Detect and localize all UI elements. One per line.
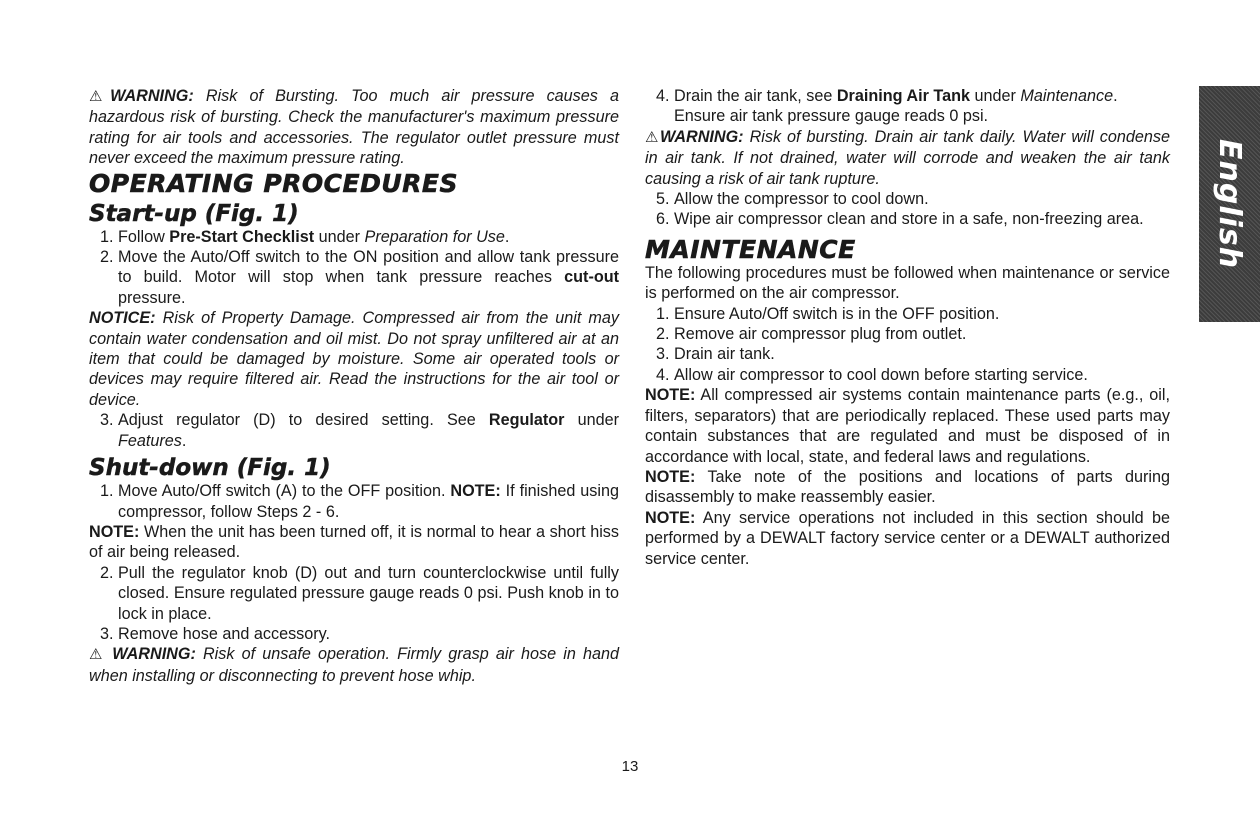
maintenance-step-3: 3. Drain air tank. — [656, 345, 775, 364]
maintenance-step-2: 2. Remove air compressor plug from outlet. — [656, 325, 967, 344]
warning-triangle-icon: ⚠ — [645, 128, 660, 146]
shutdown-note: NOTE: When the unit has been turned off, it is normal to hear a short hiss of air being released. — [89, 522, 619, 562]
startup-step-2: 2. Move the Auto/Off switch to the ON position and allow tank pressure to build. Motor will stop when tank pressure reaches cut-out pressure. — [100, 248, 619, 307]
warning-triangle-icon: ⚠ — [89, 88, 111, 105]
maintenance-intro: The following procedures must be followed when maintenance or service is performed on the air compressor. — [645, 263, 1170, 303]
maintenance-note-parts: NOTE: All compressed air systems contain maintenance parts (e.g., oil, filters, separators) that are periodically replaced. These used parts may contain substances that are regulated and must be disposed of in accordance with local, state, and federal laws and regulations. — [645, 386, 1170, 466]
maintenance-heading: MAINTENANCE — [645, 234, 856, 264]
shutdown-step-3: 3. Remove hose and accessory. — [100, 624, 331, 643]
operating-procedures-heading: OPERATING PROCEDURES — [89, 168, 458, 198]
maintenance-note-positions: NOTE: Take note of the positions and locations of parts during disassembly to make reassembly easier. — [645, 467, 1170, 507]
language-tab-label: English — [1212, 138, 1247, 270]
startup-step-3: 3. Adjust regulator (D) to desired setting. See Regulator under Features. — [100, 411, 619, 450]
startup-step-1: 1. Follow Pre-Start Checklist under Preparation for Use. — [100, 227, 510, 246]
warning-triangle-icon: ⚠ — [89, 646, 106, 664]
bursting-warning: ⚠WARNING: Risk of Bursting. Too much air pressure causes a hazardous risk of bursting. Check the manufacturer's maximum pressure rating for air tools and accessories. The regulator outlet pressure must never exceed the maximum pressure rating. — [89, 87, 619, 168]
maintenance-note-service: NOTE: Any service operations not included in this section should be performed by a DEWALT factory service center or a DEWALT authorized service center. — [645, 508, 1170, 568]
page-number: 13 — [621, 758, 639, 775]
shutdown-step-6: 6. Wipe air compressor clean and store in a safe, non-freezing area. — [656, 210, 1144, 229]
unsafe-operation-warning: ⚠ WARNING: Risk of unsafe operation. Firmly grasp air hose in hand when installing or disconnecting to prevent hose whip. — [89, 645, 620, 685]
property-damage-notice: NOTICE: Risk of Property Damage. Compressed air from the unit may contain water condensation and oil mist. Do not spray unfiltered air at an item that could be damaged by moisture. Some air operated tools or devices may require filtered air. Read the instructions for the air tool or device. — [89, 309, 619, 409]
right-column — [645, 86, 1170, 569]
left-column — [89, 86, 619, 686]
shutdown-step-4: 4. Drain the air tank, see Draining Air Tank under Maintenance. Ensure air tank pressure gauge reads 0 psi. — [656, 87, 1118, 126]
drain-tank-warning: ⚠WARNING: Risk of bursting. Drain air tank daily. Water will condense in air tank. If not drained, water will corrode and weaken the air tank causing a risk of air tank rupture. — [645, 127, 1171, 188]
shutdown-heading: Shut-down (Fig. 1) — [89, 455, 331, 482]
startup-heading: Start-up (Fig. 1) — [89, 200, 299, 227]
shutdown-step-2: 2. Pull the regulator knob (D) out and turn counterclockwise until fully closed. Ensure regulated pressure gauge reads 0 psi. Push knob in to lock in place. — [100, 563, 619, 623]
maintenance-step-4: 4. Allow air compressor to cool down before starting service. — [656, 365, 1088, 384]
shutdown-step-1: 1. Move Auto/Off switch (A) to the OFF position. NOTE: If finished using compressor, follow Steps 2 - 6. — [100, 482, 619, 521]
maintenance-step-1: 1. Ensure Auto/Off switch is in the OFF position. — [656, 304, 1000, 323]
language-tab — [1199, 86, 1260, 322]
shutdown-step-5: 5. Allow the compressor to cool down. — [656, 190, 929, 209]
